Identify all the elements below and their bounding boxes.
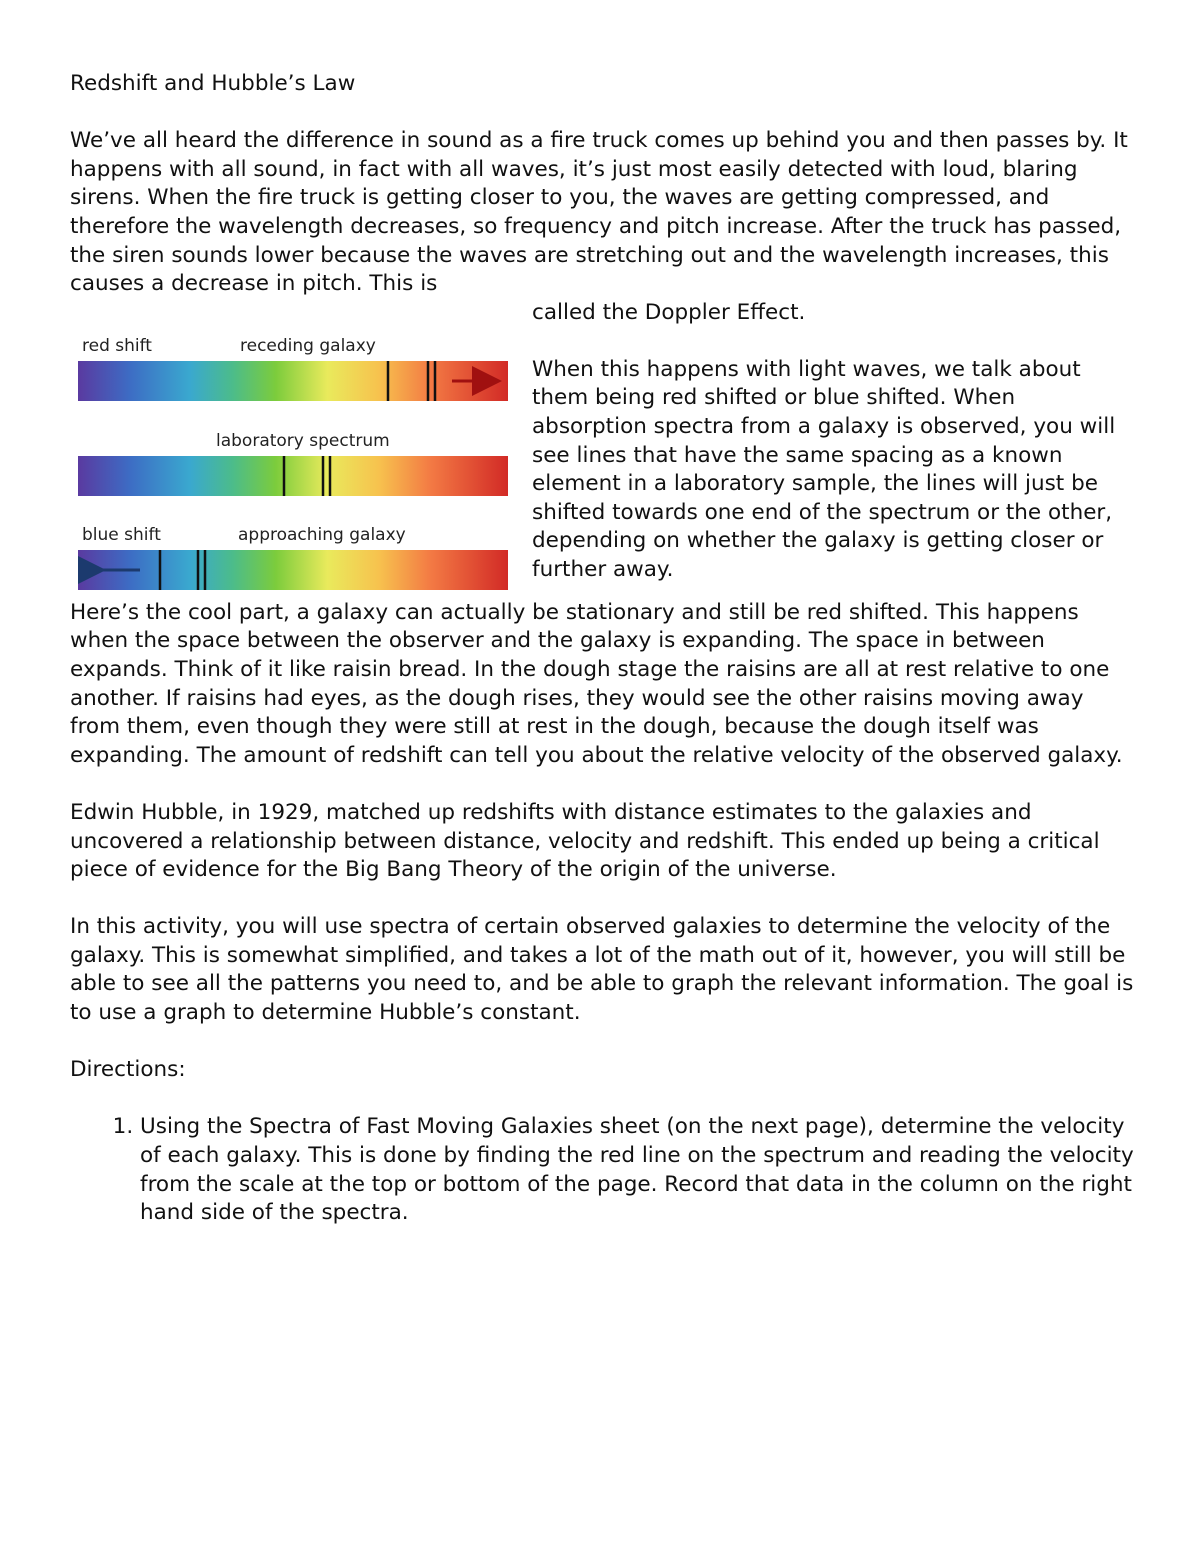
receding-galaxy-label: receding galaxy — [240, 335, 376, 356]
red-shift-label: red shift — [82, 335, 152, 356]
paragraph-activity: In this activity, you will use spectra of certain observed galaxies to determine the velocity of the galaxy. This is somewhat simplified, and takes a lot of the math out of it, however, you will still be able to see all the patterns you need to, and be able to graph the relevant information. The goal is to use a graph to determine Hubble’s constant. — [70, 914, 1134, 1026]
laboratory-spectrum-label: laboratory spectrum — [216, 430, 390, 451]
figure-row — [70, 299, 1135, 599]
paragraph-raisin-bread: Here’s the cool part, a galaxy can actually be stationary and still be red shifted. This happens when the space between the observer and the galaxy is expanding. The space in between expands. Think of it like raisin bread. In the dough stage the raisins are all at rest relative to one another. If raisins had eyes, as the dough rises, they would see the other raisins moving away from them, even though they were still at rest in the dough, because the dough itself was expanding. The amount of redshift can tell you about the relative velocity of the observed galaxy. — [70, 599, 1123, 768]
approaching-galaxy-label: approaching galaxy — [238, 524, 406, 545]
laboratory-spectrum-bar — [78, 456, 508, 496]
paragraph-edwin-hubble: Edwin Hubble, in 1929, matched up redshifts with distance estimates to the galaxies and uncovered a relationship between distance, velocity and redshift. This ended up being a critical piece of evidence for the Big Bang Theory of the origin of the universe. — [70, 799, 1100, 883]
directions-heading: Directions: — [70, 1057, 186, 1083]
document-page — [70, 70, 1135, 1228]
document-title: Redshift and Hubble’s Law — [70, 71, 356, 96]
directions-list — [70, 1113, 1135, 1227]
paragraph-light-waves: When this happens with light waves, we talk about them being red shifted or blue shifted. When absorption spectra from a galaxy is observed, you will see lines that have the same spacing as a known element in a laboratory sample, the lines will just be shifted towards one end of the spectrum or the other, depending on whether the galaxy is getting closer or further away. — [532, 356, 1116, 582]
paragraph-doppler-tail: called the Doppler Effect. — [532, 299, 806, 325]
paragraph-doppler-intro: We’ve all heard the difference in sound as a fire truck comes up behind you and then passes by. It happens with all sound, in fact with all waves, it’s just most easily detected with loud, blaring sirens. When the fire truck is getting closer to you, the waves are getting compressed, and therefore the wavelength decreases, so frequency and pitch increase. After the truck has passed, the siren sounds lower because the waves are stretching out and the wavelength increases, this causes a decrease in pitch. This is — [70, 128, 1128, 297]
direction-item: 1. Using the Spectra of Fast Moving Galaxies sheet (on the next page), determine the velocity of each galaxy. This is done by finding the red line on the spectrum and reading the velocity from the scale at the top or bottom of the page. Record that data in the column on the right hand side of the spectra. — [140, 1113, 1135, 1227]
blue-shift-label: blue shift — [82, 524, 161, 545]
blue-shift-spectrum-bar — [78, 550, 508, 590]
spectrum-shift-figure — [78, 323, 510, 593]
red-shift-spectrum-bar — [78, 361, 508, 401]
